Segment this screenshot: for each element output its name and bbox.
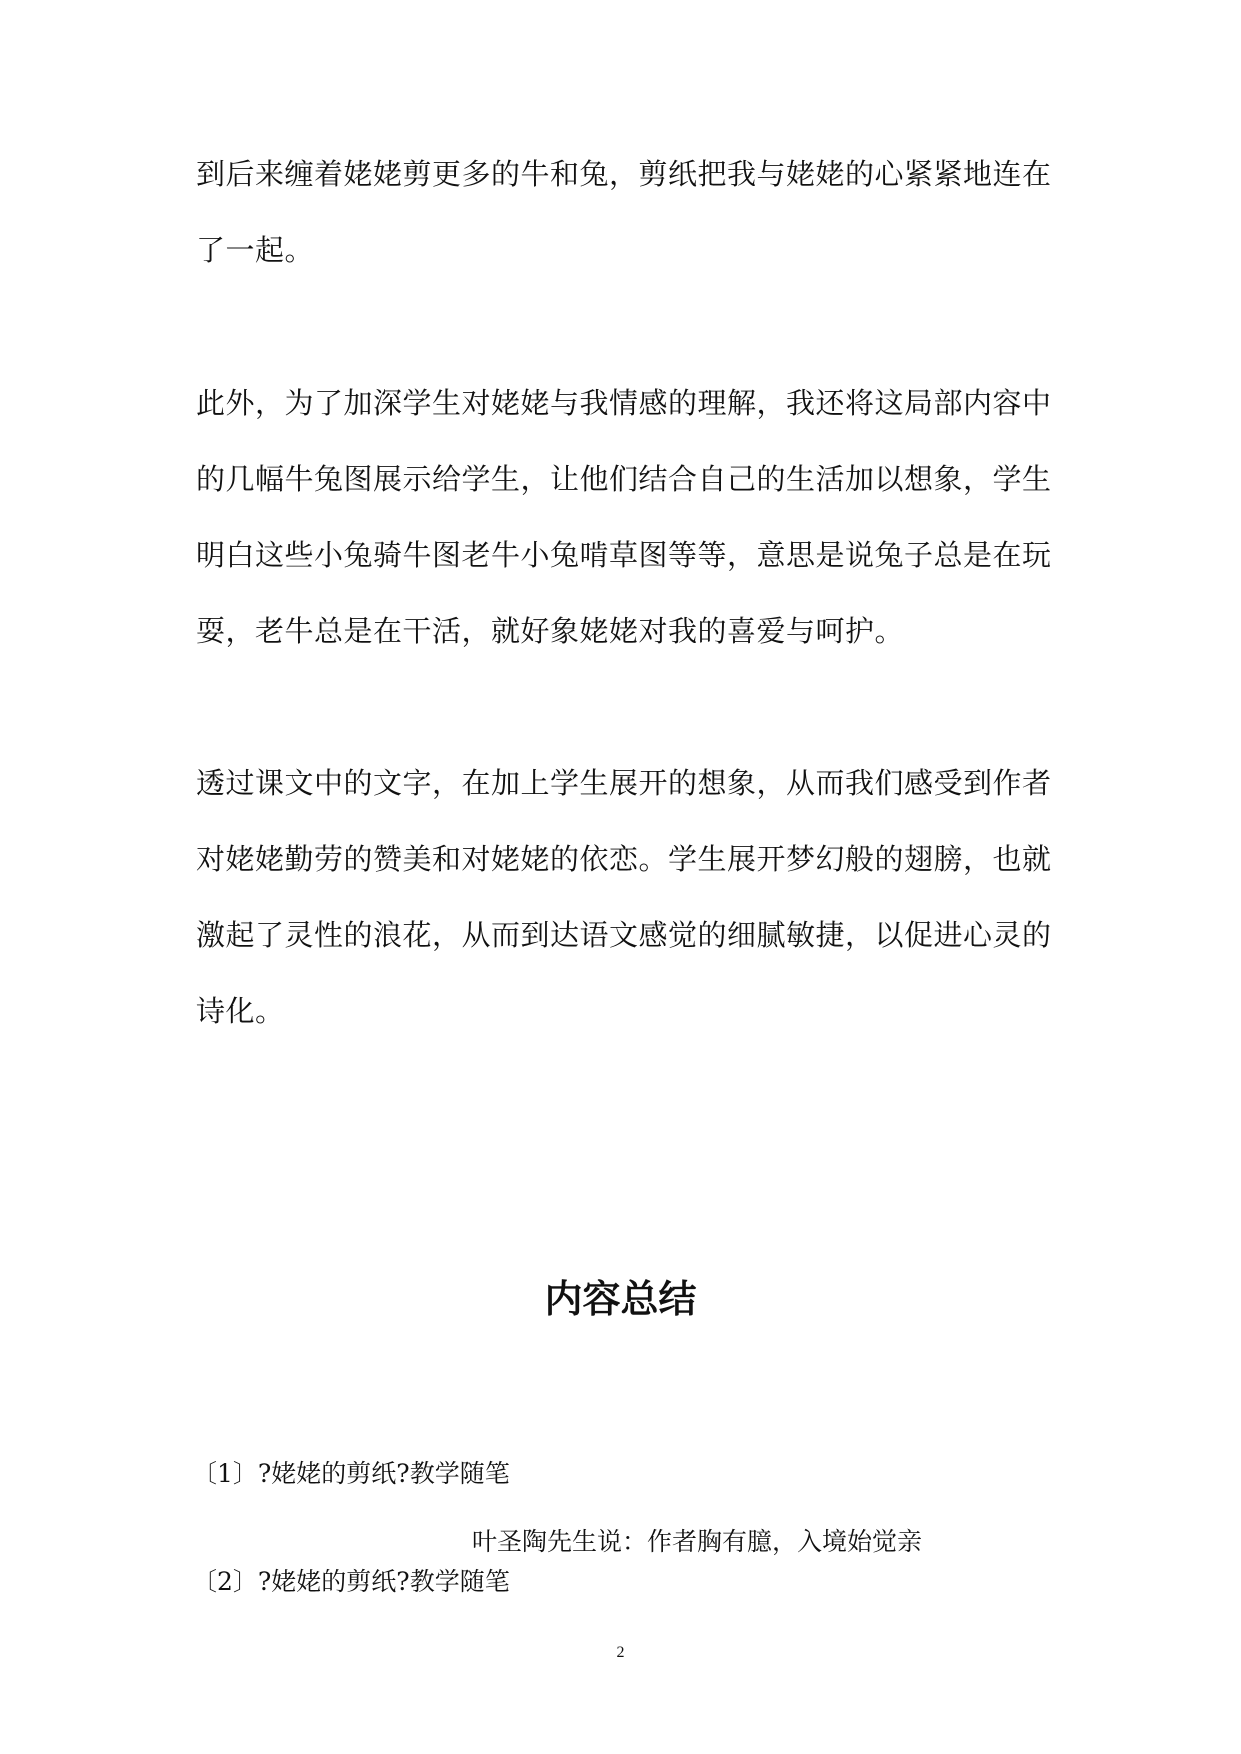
summary-heading: 内容总结 (544, 1277, 697, 1321)
paragraph-line: 到后来缠着姥姥剪更多的牛和兔，剪纸把我与姥姥的心紧紧地连在 (196, 157, 1052, 191)
paragraph-line: 此外，为了加深学生对姥姥与我情感的理解，我还将这局部内容中 (196, 386, 1052, 420)
page-number: 2 (616, 1644, 625, 1661)
paragraph-line: 明白这些小兔骑牛图老牛小兔啃草图等等，意思是说兔子总是在玩 (196, 538, 1052, 572)
paragraph-line: 了一起。 (196, 233, 315, 267)
paragraph-line: 对姥姥勤劳的赞美和对姥姥的依恋。学生展开梦幻般的翅膀，也就 (196, 842, 1052, 876)
summary-item-2: 〔2〕?姥姥的剪纸?教学随笔 (192, 1567, 510, 1596)
paragraph-line: 的几幅牛兔图展示给学生，让他们结合自己的生活加以想象，学生 (196, 462, 1052, 496)
body-paragraph-1 (196, 136, 1056, 288)
body-paragraph-2 (196, 365, 1056, 669)
paragraph-line: 诗化。 (196, 994, 285, 1028)
summary-quote: 叶圣陶先生说：作者胸有臆，入境始觉亲 (472, 1527, 923, 1556)
body-paragraph-3 (196, 745, 1056, 1049)
paragraph-line: 透过课文中的文字，在加上学生展开的想象，从而我们感受到作者 (196, 766, 1052, 800)
summary-item-1: 〔1〕?姥姥的剪纸?教学随笔 (192, 1459, 510, 1488)
paragraph-line: 激起了灵性的浪花，从而到达语文感觉的细腻敏捷，以促进心灵的 (196, 918, 1052, 952)
paragraph-line: 耍，老牛总是在干活，就好象姥姥对我的喜爱与呵护。 (196, 614, 905, 648)
